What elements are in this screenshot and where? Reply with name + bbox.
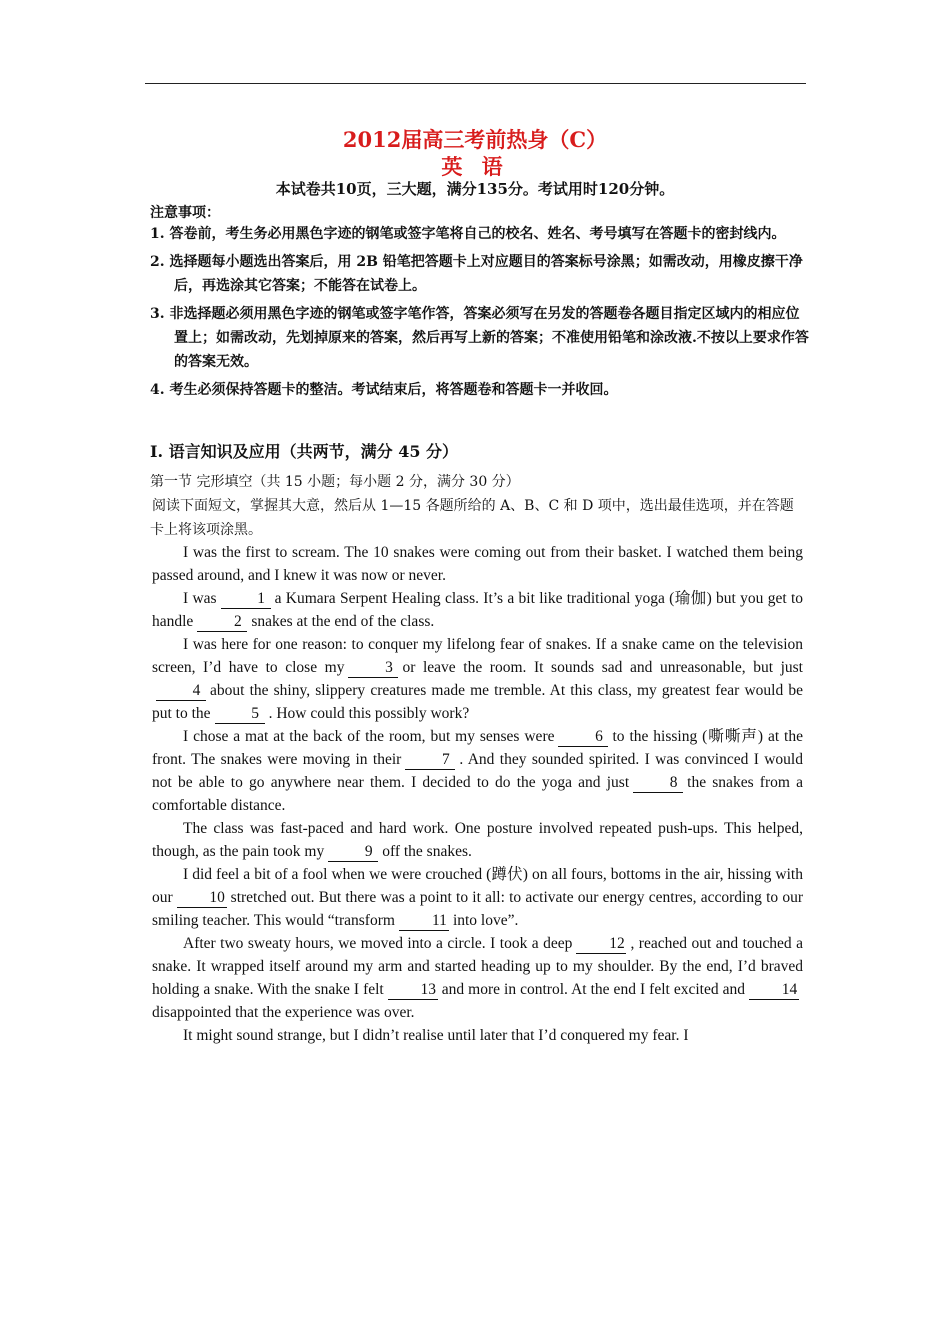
subject-title: 英 语 — [441, 154, 509, 179]
exam-title: 2012届高三考前热身（C） — [342, 127, 608, 152]
paragraph: I was here for one reason: to conquer my lifelong fear of snakes. If a snake came on the television screen, I’d have to close my 3 or leave the room. It sounds sad and unreasonable, but just4 about the shiny, slippery creatures made me tremble. At this class, my greatest fear would be put to the 5 . How could this possibly work? — [152, 636, 803, 722]
blank-9: 9 — [328, 843, 378, 862]
note-item: 1. 答卷前，考生务必用黑色字迹的钢笔或签字笔将自己的校名、姓名、考号填写在答题卡的密封线内。 — [150, 226, 786, 242]
blank-4: 4 — [156, 682, 206, 701]
blank-13: 13 — [388, 981, 438, 1000]
paragraph: The class was fast-paced and hard work. One posture involved repeated push-ups. This helped, though, as the pain took my 9 off the snakes. — [152, 820, 803, 860]
notes-heading: 注意事项： — [150, 205, 220, 221]
notes-list — [150, 222, 810, 406]
blank-11: 11 — [399, 912, 449, 931]
blank-8: 8 — [633, 774, 683, 793]
blank-5: 5 — [215, 705, 265, 724]
paragraph: I did feel a bit of a fool when we were crouched (蹲伏) on all fours, bottoms in the air, hissing with our 10 stretched out. But there was a point to it all: to activate our energy centres, according to our smiling teacher. This would “transform 11 into love”. — [152, 866, 803, 929]
exam-info: 本试卷共10页，三大题，满分135分。考试用时120分钟。 — [275, 180, 675, 198]
paragraph: I chose a mat at the back of the room, but my senses were 6 to the hissing (嘶嘶声) at the front. The snakes were moving in their 7 . And they sounded spirited. I was convinced I would not be able to go anywhere near them. I decided to do the yoga and just 8 the snakes from a comfortable distance. — [152, 728, 803, 814]
blank-10: 10 — [177, 889, 227, 908]
instruction-text: 阅读下面短文，掌握其大意，然后从 1—15 各题所给的 A、B、C 和 D 项中，选出最佳选项，并在答题卡上将该项涂黑。 — [150, 498, 794, 538]
blank-6: 6 — [558, 728, 608, 747]
note-item: 3. 非选择题必须用黑色字迹的钢笔或签字笔作答，答案必须写在另发的答题卷各题目指定区域内的相应位置上；如需改动，先划掉原来的答案，然后再写上新的答案；不准使用铅笔和涂改液.不按以上要求作答的答案无效。 — [150, 306, 809, 370]
blank-3: 3 — [348, 659, 398, 678]
cloze-passage — [152, 541, 803, 1047]
paragraph: It might sound strange, but I didn’t realise until later that I’d conquered my fear. I — [183, 1027, 689, 1044]
blank-1: 1 — [221, 590, 271, 609]
paragraph: I was 1 a Kumara Serpent Healing class. It’s a bit like traditional yoga (瑜伽) but you get to handle 2 snakes at the end of the class. — [152, 590, 803, 630]
blank-12: 12 — [576, 935, 626, 954]
part-title: 第一节 完形填空（共 15 小题；每小题 2 分，满分 30 分） — [150, 474, 520, 490]
header-rule — [145, 83, 806, 84]
paragraph: After two sweaty hours, we moved into a circle. I took a deep 12 , reached out and touched a snake. It wrapped itself around my arm and started heading up to my shoulder. By the end, I’d braved holding a snake. With the snake I felt 13 and more in control. At the end I felt excited and 14disappointed that the experience was over. — [152, 935, 804, 1021]
section-title: I. 语言知识及应用（共两节，满分 45 分） — [150, 442, 459, 461]
blank-2: 2 — [197, 613, 247, 632]
paragraph: I was the first to scream. The 10 snakes were coming out from their basket. I watched them being passed around, and I knew it was now or never. — [152, 544, 803, 584]
blank-7: 7 — [405, 751, 455, 770]
blank-14: 14 — [749, 981, 799, 1000]
note-item: 2. 选择题每小题选出答案后，用 2B 铅笔把答题卡上对应题目的答案标号涂黑；如需改动，用橡皮擦干净后，再选涂其它答案；不能答在试卷上。 — [150, 254, 803, 294]
note-item: 4. 考生必须保持答题卡的整洁。考试结束后，将答题卷和答题卡一并收回。 — [150, 382, 618, 398]
